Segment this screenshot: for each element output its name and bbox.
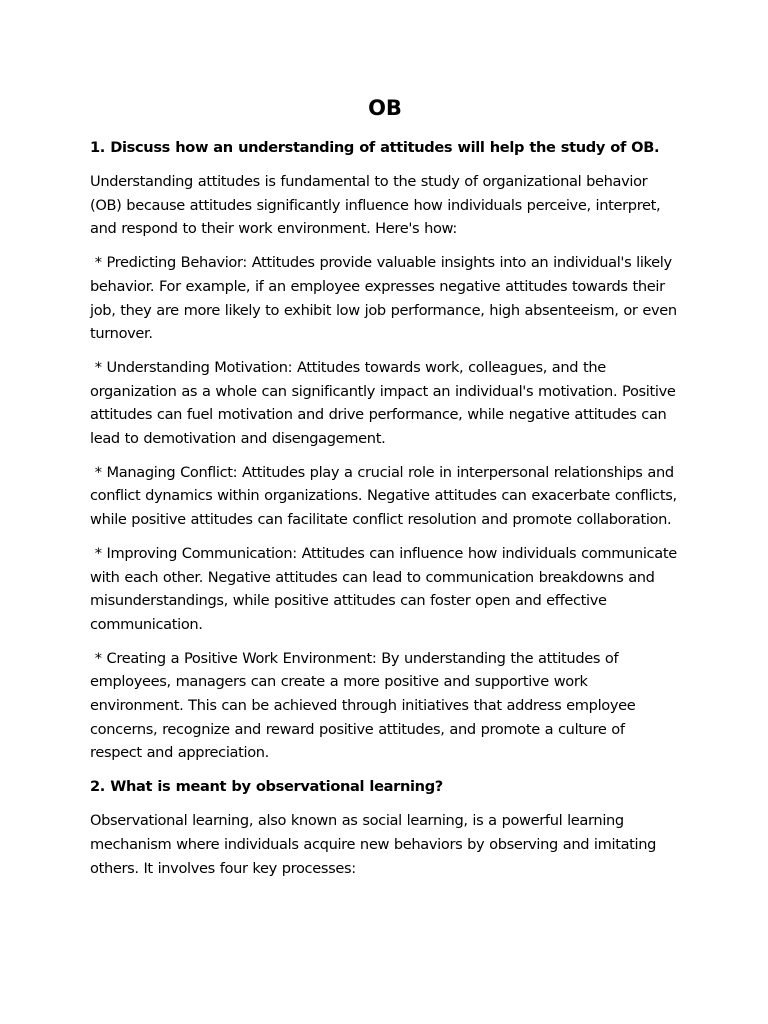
bullet-managing-conflict: * Managing Conflict: Attitudes play a crucial role in interpersonal relationships and conflict dynamics within organizations. Negative attitudes can exacerbate conflicts, while positive attitudes can facilitate conflict resolution and promote collaboration. xyxy=(90,463,682,529)
bullet-positive-work-environment: * Creating a Positive Work Environment: By understanding the attitudes of employees, managers can create a more positive and supportive work environment. This can be achieved through initiatives that address employee concerns, recognize and reward positive attitudes, and promote a culture of respect and appreciation. xyxy=(90,649,641,762)
document-title: OB xyxy=(368,96,402,120)
bullet-understanding-motivation: * Understanding Motivation: Attitudes towards work, colleagues, and the organization as a whole can significantly impact an individual's motivation. Positive attitudes can fuel motivation and drive performance, while negative attitudes can lead to demotivation and disengagement. xyxy=(90,358,681,448)
bullet-predicting-behavior: * Predicting Behavior: Attitudes provide valuable insights into an individual's likely behavior. For example, if an employee expresses negative attitudes towards their job, they are more likely to exhibit low job performance, high absenteeism, or even turnover. xyxy=(90,254,682,343)
question-1-intro: Understanding attitudes is fundamental to the study of organizational behavior (OB) because attitudes significantly influence how individuals perceive, interpret, and respond to their work environment. Here's how: xyxy=(90,173,661,238)
question-1-heading: 1. Discuss how an understanding of attitudes will help the study of OB. xyxy=(90,139,660,156)
bullet-improving-communication: * Improving Communication: Attitudes can influence how individuals communicate with each other. Negative attitudes can lead to communication breakdowns and misunderstandings, while positive attitudes can foster open and effective communication. xyxy=(90,544,682,633)
question-2-heading: 2. What is meant by observational learning? xyxy=(90,778,443,796)
question-2-intro: Observational learning, also known as social learning, is a powerful learning mechanism where individuals acquire new behaviors by observing and imitating others. It involves four key processes: xyxy=(90,812,657,877)
